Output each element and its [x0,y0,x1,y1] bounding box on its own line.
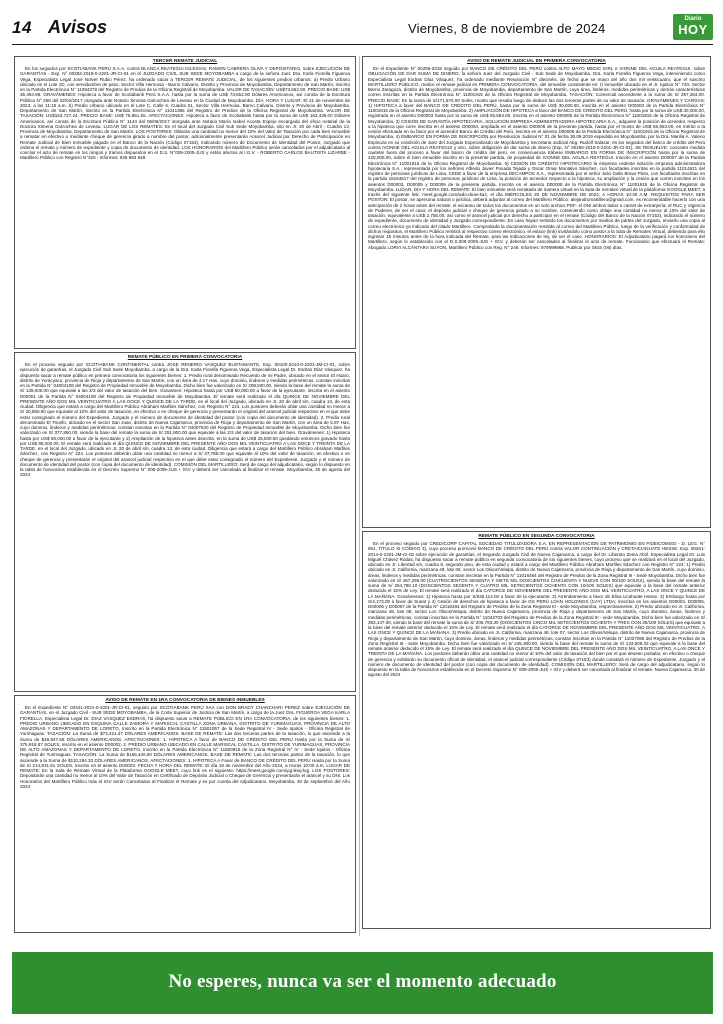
notice-box [14,695,356,933]
left-column [14,56,356,936]
notice-box [14,56,356,349]
logo-main-text: HOY [678,22,708,37]
banner-slogan: No esperes, nunca va ser el momento adecuado [168,971,557,992]
newspaper-logo [673,14,713,40]
notice-title: TERCER REMATE JUDICIAL [152,59,218,64]
notice-body: En el proceso seguido por CREDICORP CAPITAL SOCIEDAD TITULIZADORA S.A. EN REPRESENTACIÓN DE PATRIMONIO EN FIDEICOMISO - D. LEG. N° 861, TÍTULO XI CÓDIGO 3), cuyo proceso promovió BANCO DE CRÉDITO DEL PERÚ contra VALOR CONTINUACIÓN y CRETAICIANUATE HESSE, Exp. 00261-2014-0-2201-JM-CI-02 sobre ejecución de garantías, el Segundo Juzgado Civil de Nueva Cajamarca, a cargo del Dr. Liberato Zenia Abril, Especialista Legal Dr. Luis Miguel Chávez Rodas, ha dispuesto sacar a remate público en segunda convocatoria de los siguientes bienes, cuyo proceso que se realizará en el local del Juzgado, ubicado en Jr. Libertad s/n, cuadra 8, segundo piso, de esta ciudad y estará a cargo del Martillero Público Abraham Marfiles Sánchez con Registro N° 224: 1) Predio ubicado en Jr. California, manzana 48, lote 06, sector Los Olivos/Velapa, distrito de Nueva Cajamarca, provincia de Rioja y departamento de San Martín, cuyo dominio, áreas, linderos y medidas perimétricas, constan inscritas en la Partida N° 11016464 del Registro de Predios de la Zona Registral III - Sede Moyobamba. Dicho bien fue valorizado en S/ 467,259.00 (CUATROCIENTOS SESENTA Y SIETE MIL DOSCIENTOS CINCUENTA Y NUEVE CON 00/100 SOLES), siendo la base del remate la suma de S/ 264,780.10 (DOSCIENTOS SESENTA Y CUATRO MIL SETECIENTOS OCHENTA CON 10/100 SOLES) que equivale a la base del remate anterior deducido el 15% de Ley. El remate será realizado el día CATORCE DE NOVIEMBRE DEL PRESENTE AÑO DOS MIL VEINTICUATRO, A LAS ONCE Y QUINCE DE LA MAÑANA. Gravámenes: 1) Hipoteca hasta por S/538,114.00 a favor de la ejecutante. 2) Arrendamiento a favor de Elisa Ucahuate Hesse. 3) Embargo hasta por S/4,173.00 a favor de Sunat y 4) Cesión de derechos de hipoteca a favor de GS PERÚ LOAN HOLDINGS (CAY) LTDA; inscritos en los asientos D00004, D00005, D00006 y D00007 de la Partida N° 11018484 del Registro de Predios de la Zona Registral III - sede Moyobamba, respectivamente. 2) Predio ubicado en Jr. California, manzana 48, lote 08, sector Los Olivos/Velapa, distrito de Nueva Cajamarca, provincia de Rioja y departamento de San Martín, cuyo dominio, áreas, linderos y medidas perimétricas, constan inscritas en la Partida N° 11042703 del Registro de Predios de la Zona Registral III - sede Moyobamba. Dicho bien fue valorizado en S/ 383,147.00, siendo la base del remate la suma de S/ 205,783.30 (DOSCIENTOS CINCO MIL SETECIENTOS OCHENTA Y TRES CON 30/100 SOLES) que equivale a la base del remate anterior deducido el 15% de Ley. El remate será realizado el día CATORCE DE NOVIEMBRE DEL PRESENTE AÑO DOS MIL VEINTICUATRO, A LAS ONCE Y QUINCE DE LA MAÑANA. 3) Predio ubicado en Jr. California, manzana 48, lote 07, sector Los Olivos/Velapa, distrito de Nueva Cajamarca, provincia de Rioja y departamento de San Martín, cuyo dominio, áreas, linderos y medidas perimétricas, constan inscritas en la Partida N° 11027066 del Registro de Predios de la Zona Registral III - sede Moyobamba. Dicho bien fue valorizado en S/ 245,300.00, siendo la base del remate la suma de S/ 133,509.33 que equivale a la base del remate anterior deducido el 15% de Ley. El remate será realizado el día QUINCE DE NOVIEMBRE DEL PRESENTE AÑO DOS MIL VEINTICUATRO, A LAS ONCE Y TREINTA DE LA MAÑANA. Los postores deberán oblar una cantidad no menor al 10% del valor de tasación del bien por el que deseen postular, en efectivo o cheque de gerencia y exhibirán su documento oficial de identidad, el arancel judicial correspondiente (Código 07153) donde constará el número de Expediente, Juzgado y el número de documento de identidad del postor (con copia del documento de identidad). COMISIÓN DEL MARTILLERO: Será de cargo del adjudicatario, según lo dispuesto en la tabla de honorarios establecida en el Decreto Supremo N° 008-2005-JUS + IGV y deberá ser cancelada al finalizar el remate. Nueva Cajamarca, 30 de agosto del 2024 [368,541,705,678]
logo-top-text: Diario [684,16,702,22]
bottom-banner [12,952,713,1014]
page-header [0,0,723,52]
notice-title: AVISO DE REMATE EN 1RA CONVOCATORIA DE BIENES INMUEBLES [105,698,265,703]
notice-title: REMATE PÚBLICO EN SEGUNDA CONVOCATORIA [478,534,595,539]
notice-body: En los seguidos por SCOTIABANK PERÚ S.A.A. contra BLANCA REATEGUI IGLESIAS, RAMON CABRERA OLIVA Y DEPOSITARIO, sobre EJECUCIÓN DE GARANTÍAS - Exp. N° 00282-2019-0-2201-JR-CI-01 en el JUZGADO CIVIL SUB SEDE MOYOBAMBA a cargo de la señora Juez Dra. Karla Fiorella Figueroa Vega, Especialista Legal José Nolver Rubio Pérez, ha ordenado sacar a TERCER REMATE JUDICIAL, de los siguientes predios urbanos: a) Predio Urbano ubicado en el Lote 1D, con servidumbre de paso, Sector Villa Hermosa - Barrio Calvario, Distrito y Provincia de Moyobamba, Departamento de San Martín, inscrito en la Partida Electrónica N° 11084378 del Registro de Predios de la Oficina Registral de Moyobamba. VALOR DE TASACIÓN: US$73,652.00. PRECIO BASE: US$ 35,494.98. GRAVÁMENES: Hipoteca a favor de Scotiabank Perú S.A.A. hasta por la suma de US$ 73,652.00 Dólares Americanos, así consta de la Escritura Pública N° 259 del 02/02/2017 otorgada ante Notario Ximena Golcochea de Leveau en la Ciudad de Moyobamba. DÍA, HORA Y LUGAR: El 21 de noviembre de 2023, a las 11:15 a.m. b) Predio Urbano ubicado en el Lote C, Calle 6, Cuadra 01, Sector Villa Hermosa, Barrio Calvario, Distrito y Provincia de Moyobamba, Departamento de San Martín, inscrito en la Partida Electrónica N° 11041365 del Registro de Predios de la Oficina Registral de Moyobamba. VALOR DE TASACIÓN: US$163,727.24. PRECIO BASE: US$ 78,861.55. AFECTACIONES: Hipoteca a favor de Scotiabank hasta por la suma de US$ 163,436.00 Dólares Americanos, así consta de la Escritura Pública N° 1144 del 06/06/2017 otorgada ante Notario María Isabel Acosta Espejo encargada del oficio notarial de la Doctora Ximena Golcochea de Leveau. LUGAR DE LOS REMATES: En el local del Juzgado Civil Sub Sede Moyobamba, sito en Jr. 20 de Abril - Cuadra 13, Provincia de Moyobamba, Departamento de San Martín. LOS POSTORES: Oblarán una cantidad no menor del 10% del Valor de Tasación por cada bien inmueble a rematar en efectivo o mediante cheque de gerencia girado a nombre del postor, adicionalmente presentarán Arancel Judicial por Derecho de Participación en Remate Judicial de Bien Inmueble pagado en el Banco de la Nación (Código 07153), indicando número de Documento de Identidad del Postor, Juzgado que ordena el remate y número de expediente y copia de documento de identidad. LOS HONORARIOS del Martillero Público serán cancelados por el adjudicatario al concluir el acto de remate en los rangos y tramos dispuestos en el D.S. N°008-2005-JUS y están afectos al I.G.V. - ROBERTO CARLOS BAUTISTA LIZARBE - Martillero Público con Registro N°326 - Informes: 945 693 848. [20,66,350,161]
notice-title: REMATE PÚBLICO EN PRIMERA CONVOCATORIA [127,355,243,360]
notice-box [14,352,356,692]
notice-title: AVISO DE REMATE JUDICIAL EN PRIMERA CONVOCATORIA [467,59,606,64]
notice-body: En el Expediente N° 00256-2018 seguido por BANCO DE CRÉDITO DEL PERÚ contra ALTO MAYO MEDIC EIRL e IVONNE DEL AGUILA REATEGUI, sobre OBLIGACIÓN DE DAR SUMA DE DINERO, la señora Juez del Juzgado Civil - Sub Sede de Moyobamba, Dra. Karla Fiorella Figueroa Vega, interviniendo como Especialista Legal Esdras Díaz Vásquez, ha ordenado mediante Resolución N° dieciséis, de fecha que se mayo del año dos mil veinticuatro, que el suscrito MARTILLERO PÚBLICO, realice el remate judicial en PRIMERA CONVOCATORIA, del inmueble consistente en: I) Inmueble ubicado en el Jr. Iquitos N° 720, Sector Barrio Zaragoza, distrito de Moyobamba, provincia de Moyobamba, departamento de San Martín, cuya área, linderos, medidas perimétricas y demás características corren inscritas en la Partida Electrónica N° 11001915 de la Oficina Registral de Moyobamba. TASACIÓN: Comercial ascendente a la suma de S/ 257,364.00. PRECIO BASE: En la suma de S/171,576.00 Soles, monto que resulta luego de deducir las dos terceras partes de su valor de tasación. GRAVÁMENES Y CARGAS: 1) HIPOTECA a favor del BANCO DE CRÉDITO DEL PERÚ, hasta por la suma de US$ 30,000.00, inscrita en el asiento D00003 de la Partida Electrónica N° 11001915 de la Oficina Registral de Moyobamba. 2) AMPLIACIÓN DE HIPOTECA a favor del BANCO DE CRÉDITO DEL PERÚ, hasta por la suma de US$ 30,000.00, registrada en el asiento D00003 hasta por la suma de US$ 65,553.00, inscrita en el asiento D00005 de la Partida Electrónica N° 11001915 de la Oficina Registral de Moyobamba. 3) CESIÓN DE GARANTÍA HIPOTECARIA, SOLUCIÓN EMPRESA ADMINISTRADORA HIPOTECARIA S.A., adquiere la posición de acreedor, respecto a la hipoteca que corre inscrita en el asiento D00003, ampliada en el asiento D00005 de la presente partida, hasta por el monto de US$ 65,553.00, en mérito a la cesión efectuada en su favor por el acreedor Banco de Crédito del Perú, inscrita en el asiento D00006 de la Partida Electrónica N° 11001915 de la Oficina Registral de Moyobamba. 4) EMBARGO EN FORMA DE INSCRIPCIÓN por Resolución Judicial N° 01 de fecha 30.09.2019 expedida en Moyobamba, por la Dra. Marilia A. Valerio Espinoza en su condición de Juez del Juzgado Especializado de Moyobamba y Secretaria Judicial Abg. Rudolf Salazar, en los seguidos del banco de crédito del Perú contra IVONNE DEL AGUILA REATEGUI y otro, sobre obligación de dar suma de dinero (Exp. N° 00256-2018-0-2201-JR-CI-01), SE RESUELVE: conceder medida cautelar fuera del proceso a favor del banco de crédito del perú, en consecuencia trábese EMBARGO EN FORMA DE INSCRIPCIÓN hasta por la suma de 420,000.00, sobre el bien inmueble inscrito en la presente partida, de propiedad de IVONNE DEL AGUILA REATEGUI. Inscrito en el asiento D00007 de la Partida Electrónica N° 11001915 de la Oficina Registral de Moyobamba. 5) CESIÓN DE CRÉDITO HIPOTECARIO la empresa cedente solución empresa administradora hipotecaria S.A., representada por los señores Alfredo Javier Posada Tejada y Oscar Omar Montalvo Sánchez, con facultades inscritas en la partida 11014621 del registro de personas jurídicas de Lima, CEDE a favor de la empresa DECAMPOS S.A., representada por el señor Julio Gallo Bravo Pinto, con facultades inscritas en la partida 15164617 del registro de personas jurídicas de Lima, la posición de acreedor respecto a la hipoteca, su ampliación y la cesión que corren inscritas en los asientos D00003, D00005 y D00006 de la presente partida. Inscrita en el asiento D00008 de la Partida Electrónica N° 11001915 de la Oficina Registral de Moyobamba. LUGAR, DÍA Y HORA DEL REMATE: El bien inmueble será rematado de manera virtual en la Sala de remates virtual de la plataforma GOOGLE MEET, a través del siguiente link: meet.google.com/wdo-dnav-kaz, el día MIÉRCOLES 20 DE NOVIEMBRE DE 2024, A HORAS 10:30 A.M. REQUISITOS PARA SER POSTOR: El postor, se apersona natural o jurídica, deberá adjuntar al correo del Martillero Público: alejandromartillero@gmail.com, es recomendable hacerlo con una anticipación de 2 horas antes del remate, el escaneo de todos los documentos en un solo archivo PDF: el DNI ambos lados o carnet de extranjería; el RUC y Vigencia de Poderes, de ser el caso; el depósito judicial o cheque de gerencia girado a su nombre, conteniendo como oblaje una cantidad no menor al 10% del valor de tasación, equivalente a US$ 2,755.00, así como el arancel judicial por derecho a participar en el remate (Código del Banco de la Nación 07153), indicando el número de expediente, documento de identidad y Juzgado correspondiente. En caso hayan remitido los documentos por medios de partes del Juzgado, enviarlo una copia al correo electrónico ya indicado del citado Martillero. Comprobada la documentación remitida al correo del Martillero Público, luego de la verificación y conformidad de dichos requisitos, el Martillero Público remitirá al respectivo correo electrónico, el enlace (link) invitándolo como postor a la Sala de Remates Virtual, debiendo para ello ingresar 15 minutos antes de la hora indicada del Remate, para las indicaciones de ley, de ser el caso. HONORARIOS: El Adjudicatario pagará los honorarios del Martillero, según lo establecido con el D.S.008-2005-JUS + IGV, y deberán ser cancelados al finalizar el acto de remate. Funcionario que efectuará el Remate: Abogado LORVI ALCÁNTARA SUYON, Martillero Público con Reg. N° 246. Informes: 979999968. Publicar por SEIS (06) días. [368,66,705,250]
section-title: Avisos [48,17,108,37]
header-rule [12,44,713,45]
notice-body: En el proceso seguido por SCOTIABANK CONTINENTAL contra JOSE RENERIO VASQUEZ BUSTAMANTE, Exp. 00100-2013-0-2201-JM-CI-01, sobre ejecución de garantías, el Juzgado Civil Sub Sede Moyobamba, a cargo de la Dra. Karla Fiorella Figueroa Vega, Especialista Legal Dr. Esdras Díaz Vásquez, ha dispuesto sacar a remate público en primera convocatoria los siguientes bienes: 1. Predio rural denominado Recuerdo de mi Padre, ubicado en el sector El Huaro, distrito de Yuracyacu, provincia de Rioja y departamento de San Martín, con un área de 4.17 Has, cuyo dominio, linderos y medidas perimétricas, constan inscritas en la Partida N° 04004108 del Registro de Propiedad Inmueble de Moyobamba. Dicho bien fue valorizado en S/ 208,500.00, siendo la base del remate la suma de S/ 139,000.00 que equivale a las 2/3 del valor de tasación del bien. Gravamen: Hipoteca hasta por US$ 50,000.00 a favor de la ejecutante, inscrita en el asiento D00001 de la Partida N° 04004108 del Registro de Propiedad Inmueble de Moyobamba. El remate será realizado el día QUINCE DE NOVIEMBRE DEL PRESENTE AÑO DOS MIL VEINTICUATRO A LAS DOCE Y QUINCE DE LA TARDE, en el local del Juzgado, ubicado en Jr. 20 de abril s/n, cuadra 13, de esta ciudad. Diligencia que estará a cargo del Martillero Público Abraham Marfiles Sánchez, con Registro N° 224. Los postores deberán oblar una cantidad no menor a S/ 20,850.00 que equivale al 10% del valor de tasación, en efectivo o en cheque de gerencia y presentarán el original del arancel judicial respectivo en el que debe estar consignado el número del Expediente, Juzgado y el número de documento de identidad del postor (con copia del documento de identidad). 2. Predio rural denominado El Triunfo, ubicado en el sector San Juan, distrito de Nueva Cajamarca, provincia de Rioja y departamento de San Martín, con un área de 5.87 Has, cuyo dominio, linderos y medidas perimétricas, constan inscritas en la Partida N° 04007630 del Registro de Propiedad Inmueble de Moyobamba. Dicho bien fue valorizado en S/ 377,850.00, siendo la base del remate la suma de S/ 251,900.00 que equivale a las 2/3 del valor de tasación del bien. Gravámenes: 1) Hipoteca hasta por US$ 60,000.00 a favor de la ejecutante y 2) Ampliación de la hipoteca antes descrita, en la suma de US$ 25,000.00 quedando entonces gravado hasta por US$ 85,000.00. El remate será realizado el día QUINCE DE NOVIEMBRE DEL PRESENTE AÑO DOS MIL VEINTICUATRO A LAS DOCE Y TREINTA DE LA TARDE, en el local del Juzgado, ubicado en Jr. 20 de abril s/n, cuadra 13, de esta ciudad. Diligencia que estará a cargo del Martillero Público Abraham Marfiles Sánchez, con Registro N° 224. Los postores deberán oblar una cantidad no menor a S/ 37,785.00 que equivale al 10% del valor de tasación, en efectivo o en cheque de gerencia y presentarán el original del arancel judicial respectivo en el que debe estar consignado el número del Expediente, Juzgado y el número de documento de identidad del postor (con copia del documento de identidad). COMISIÓN DEL MARTILLERO: Será de cargo del adjudicatario, según lo dispuesto en la tabla de honorarios establecida en el Decreto Supremo N° 008-2005-JUS + IGV y deberá ser cancelada al finalizar el remate. Moyobamba, 30 de agosto del 2024 [20,362,350,478]
column-divider [359,56,360,936]
right-column [362,56,711,936]
notice-body: En el Expediente N° 00341-2021-0-2201-JR-CI-01, seguido por SCOTIABANK PERÚ SAA con DON BRADY CHANCHARI PEREZ sobre EJECUCIÓN DE GARANTÍAS, en el Juzgado Civil - SUB SEDE MOYOBAMBA, de la Corte Superior de Justicia de San Martín, a cargo de la Juez Dra. FIGUEROA VEGA KARLA FIORELLA, Especialista Legal Dr. DIAZ VASQUEZ ESDRAS, ha dispuesto sacar a REMATE PÚBLICO EN 1RA CONVOCATORIA, de los siguientes bienes: 1. PREDIO URBANO UBICADO EN ESQUINA CALLE ZAMORA Y MARISCAL CASTILLA ZONA URBANA, DISTRITO DE YURIMAGUAS, PROVINCIA DE ALTO AMAZONAS Y DEPARTAMENTO DE LORETO, Inscrito en la Partida Electrónica N° 11501957 de la Sede Registral IV - Sede Iquitos - Oficina Registral de Yurimaguas. TASACIÓN: La Suma de $73,421.47 DÓLARES AMERICANOS. BASE DE REMATE: Las dos terceras partes de la tasación, lo que asciende a la Suma de $48,947.65 DÓLARES AMERICANOS. AFECTACIONES: 1. HIPOTECA A favor de BANCO DE CRÉDITO DEL PERÚ Hasta por la Suma de S/ 375,918.87 SOLES, inscrito en el asiento D00002. 2. PREDIO URBANO UBICADO EN CALLE MARISCAL CASTILLA, DISTRITO DE YURIMAGUAS, PROVINCIA DE ALTO AMAZONAS Y DEPARTAMENTO DE LORETO, Inscrito en la Partida Electrónica N° 11500915 de la Zona Registral N° IV - Sede Iquitos - Oficina Registral de Yurimaguas. TASACIÓN: La Suma de $165,426.50 DÓLARES AMERICANOS. BASE DE REMATE: Las dos terceras partes de la tasación, lo que asciende a la Suma de $110,284.33 DÓLARES AMERICANOS. AFECTACIONES: 1. HIPOTECA A Favor de BANCO DE CRÉDITO DEL PERÚ Hasta por la Suma de S/ 214,831.51 SOLES, inscrito en el asiento D00003. FECHA Y HORA DEL REMATE: El día 18 de noviembre del Año 2024, a Horas 10:00 a.m. LUGAR DE REMATE: En la Sala de Remate Virtual de la Plataforma GOOGLE MEET, cuyo link es el siguiente: https://meet.google.com/yqj-iksq-kqj. LOS POSTORES: Depositarán una cantidad no menor al 10% del Valor de Tasación en Certificado de Depósito Judicial o Cheque de Gerencia y presentarán el arancel y su DNI. Los Honorarios del Martillero Público más el IGV serán Cancelados al Finalizar el Remate y es por cuenta del Adjudicatario. Moyobamba, 30 de septiembre del Año 2024 [20,705,350,789]
issue-date: Viernes, 8 de noviembre de 2024 [408,21,606,36]
notice-box [362,531,711,929]
page-number: 14 [12,18,32,37]
notice-box [362,56,711,528]
